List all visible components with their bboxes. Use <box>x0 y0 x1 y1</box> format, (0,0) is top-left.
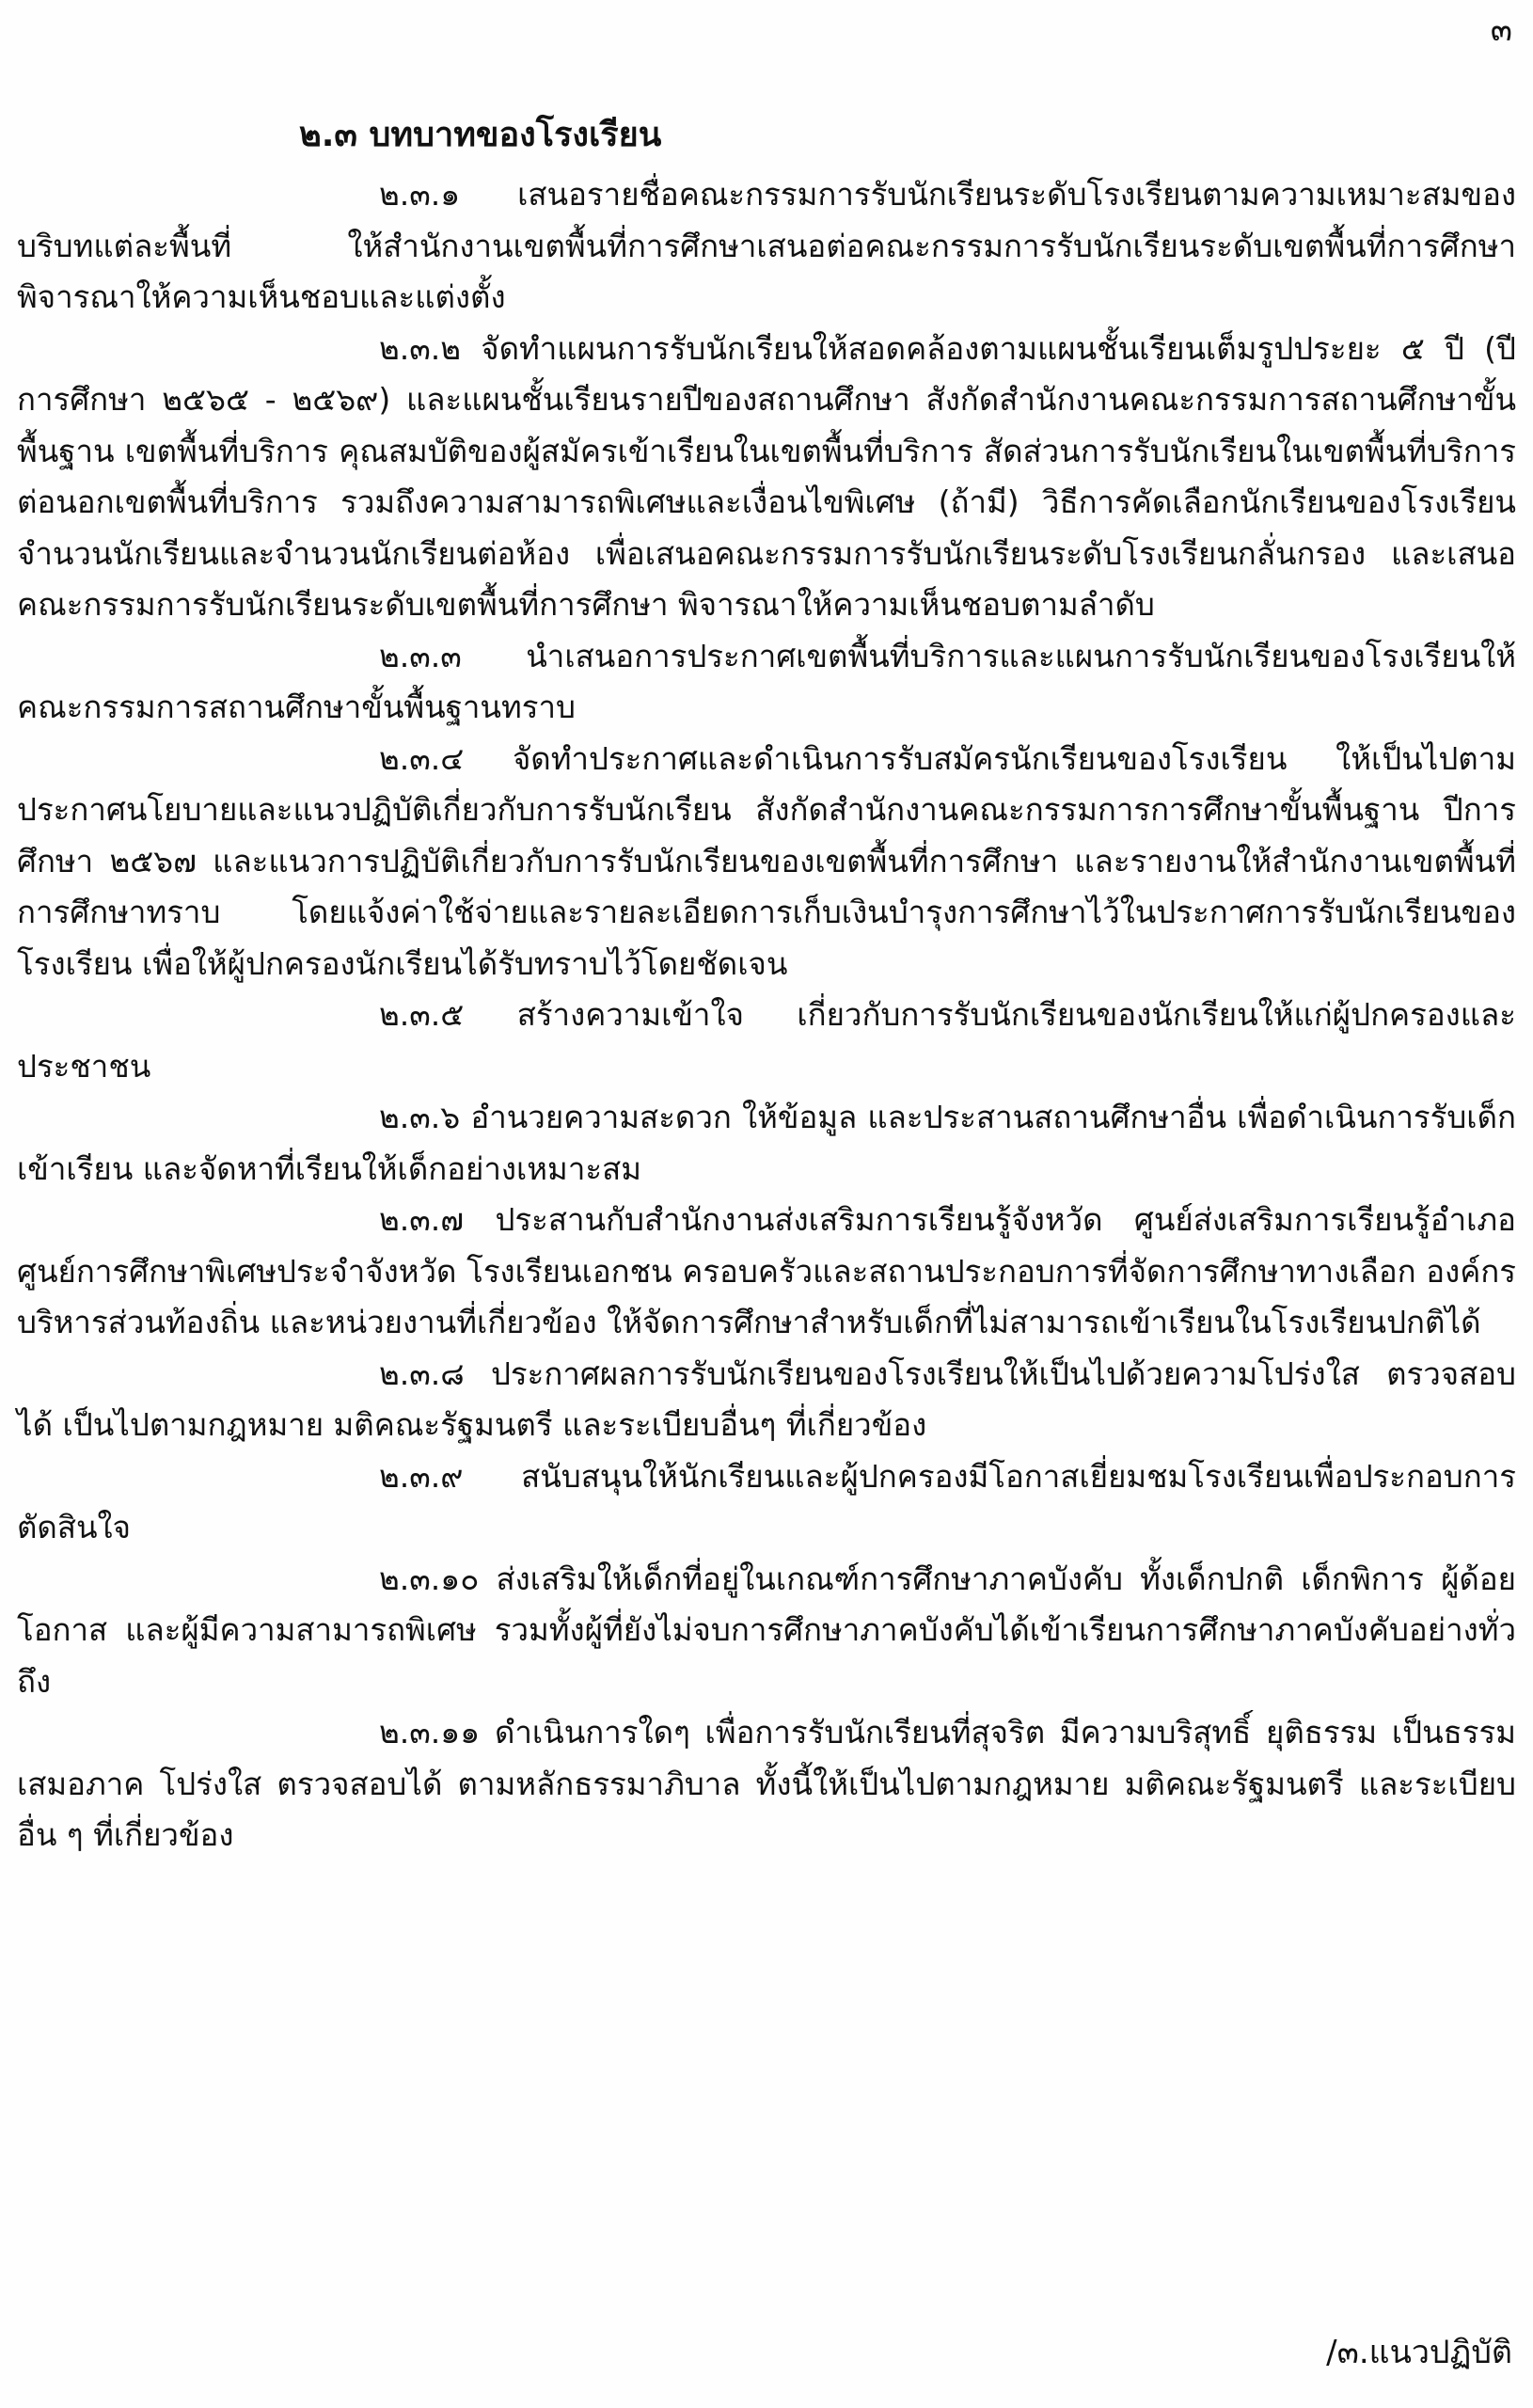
paragraph-2-3-8: ๒.๓.๘ ประกาศผลการรับนักเรียนของโรงเรียนให้เป็นไปด้วยความโปร่งใส ตรวจสอบได้ เป็นไปตามกฎหมาย มติคณะรัฐมนตรี และระเบียบอื่นๆ ที่เกี่ยวข้อง <box>17 1354 1516 1443</box>
paragraph-2-3-2: ๒.๓.๒ จัดทำแผนการรับนักเรียนให้สอดคล้องตามแผนชั้นเรียนเต็มรูปประยะ ๕ ปี (ปีการศึกษา ๒๕๖๕ - ๒๕๖๙) และแผนชั้นเรียนรายปีของสถานศึกษา สังกัดสำนักงานคณะกรรมการสถานศึกษาขั้นพื้นฐาน เขตพื้นที่บริการ คุณสมบัติของผู้สมัครเข้าเรียนในเขตพื้นที่บริการ สัดส่วนการรับนักเรียนในเขตพื้นที่บริการต่อนอกเขตพื้นที่บริการ รวมถึงความสามารถพิเศษและเงื่อนไขพิเศษ (ถ้ามี) วิธีการคัดเลือกนักเรียนของโรงเรียน จำนวนนักเรียนและจำนวนนักเรียนต่อห้อง เพื่อเสนอคณะกรรมการรับนักเรียนระดับโรงเรียนกลั่นกรอง และเสนอคณะกรรมการรับนักเรียนระดับเขตพื้นที่การศึกษา พิจารณาให้ความเห็นชอบตามลำดับ <box>17 329 1516 623</box>
paragraph-2-3-4: ๒.๓.๔ จัดทำประกาศและดำเนินการรับสมัครนักเรียนของโรงเรียน ให้เป็นไปตามประกาศนโยบายและแนวปฏิบัติเกี่ยวกับการรับนักเรียน สังกัดสำนักงานคณะกรรมการการศึกษาขั้นพื้นฐาน ปีการศึกษา ๒๕๖๗ และแนวการปฏิบัติเกี่ยวกับการรับนักเรียนของเขตพื้นที่การศึกษา และรายงานให้สำนักงานเขตพื้นที่การศึกษาทราบ โดยแจ้งค่าใช้จ่ายและรายละเอียดการเก็บเงินบำรุงการศึกษาไว้ในประกาศการรับนักเรียนของโรงเรียน เพื่อให้ผู้ปกครองนักเรียนได้รับทราบไว้โดยชัดเจน <box>17 739 1516 982</box>
paragraph-2-3-1: ๒.๓.๑ เสนอรายชื่อคณะกรรมการรับนักเรียนระดับโรงเรียนตามความเหมาะสมของบริบทแต่ละพื้นที่ ให้สำนักงานเขตพื้นที่การศึกษาเสนอต่อคณะกรรมการรับนักเรียนระดับเขตพื้นที่การศึกษา พิจารณาให้ความเห็นชอบและแต่งตั้ง <box>17 176 1516 315</box>
section-body <box>17 169 1516 1861</box>
paragraph-2-3-10: ๒.๓.๑๐ ส่งเสริมให้เด็กที่อยู่ในเกณฑ์การศึกษาภาคบังคับ ทั้งเด็กปกติ เด็กพิการ ผู้ด้อยโอกาส และผู้มีความสามารถพิเศษ รวมทั้งผู้ที่ยังไม่จบการศึกษาภาคบังคับได้เข้าเรียนการศึกษาภาคบังคับอย่างทั่วถึง <box>17 1560 1516 1700</box>
paragraph-2-3-11: ๒.๓.๑๑ ดำเนินการใดๆ เพื่อการรับนักเรียนที่สุจริต มีความบริสุทธิ์ ยุติธรรม เป็นธรรม เสมอภาค โปร่งใส ตรวจสอบได้ ตามหลักธรรมาภิบาล ทั้งนี้ให้เป็นไปตามกฎหมาย มติคณะรัฐมนตรี และระเบียบอื่น ๆ ที่เกี่ยวข้อง <box>17 1714 1516 1853</box>
paragraph-2-3-7: ๒.๓.๗ ประสานกับสำนักงานส่งเสริมการเรียนรู้จังหวัด ศูนย์ส่งเสริมการเรียนรู้อำเภอ ศูนย์การศึกษาพิเศษประจำจังหวัด โรงเรียนเอกชน ครอบครัวและสถานประกอบการที่จัดการศึกษาทางเลือก องค์กรบริหารส่วนท้องถิ่น และหน่วยงานที่เกี่ยวข้อง ให้จัดการศึกษาสำหรับเด็กที่ไม่สามารถเข้าเรียนในโรงเรียนปกติได้ <box>17 1201 1516 1340</box>
paragraph-2-3-3: ๒.๓.๓ นำเสนอการประกาศเขตพื้นที่บริการและแผนการรับนักเรียนของโรงเรียนให้คณะกรรมการสถานศึกษาขั้นพื้นฐานทราบ <box>17 637 1516 725</box>
continuation-footer: /๓.แนวปฏิบัติ <box>1326 2334 1512 2371</box>
paragraph-2-3-5: ๒.๓.๕ สร้างความเข้าใจ เกี่ยวกับการรับนักเรียนของนักเรียนให้แก่ผู้ปกครองและประชาชน <box>17 996 1516 1085</box>
page-number: ๓ <box>1490 11 1512 49</box>
paragraph-2-3-9: ๒.๓.๙ สนับสนุนให้นักเรียนและผู้ปกครองมีโอกาสเยี่ยมชมโรงเรียนเพื่อประกอบการตัดสินใจ <box>17 1457 1516 1545</box>
section-title: ๒.๓ บทบาทของโรงเรียน <box>299 116 662 154</box>
paragraph-2-3-6: ๒.๓.๖ อำนวยความสะดวก ให้ข้อมูล และประสานสถานศึกษาอื่น เพื่อดำเนินการรับเด็กเข้าเรียน และจัดหาที่เรียนให้เด็กอย่างเหมาะสม <box>17 1099 1516 1187</box>
